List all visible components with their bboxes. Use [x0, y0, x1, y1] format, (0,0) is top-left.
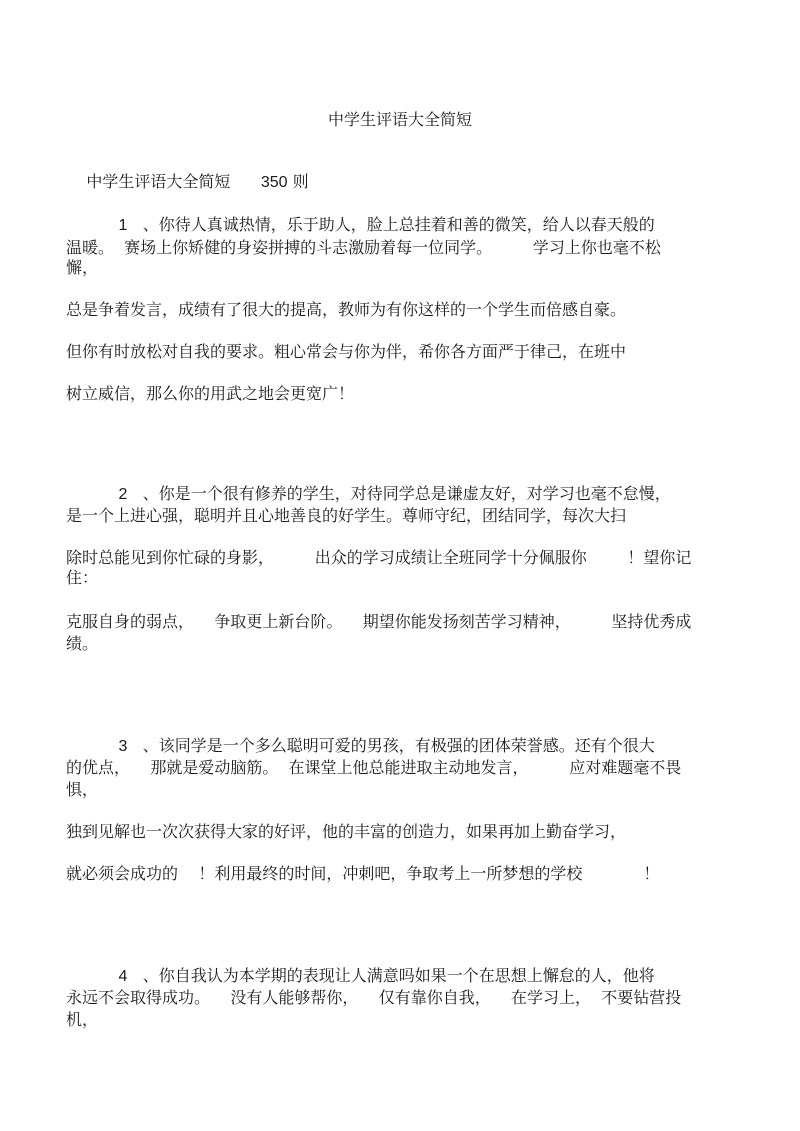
comment-line: 树立威信，那么你的用武之地会更宽广！: [66, 384, 355, 403]
line-text: 、该同学是一个多么聪明可爱的男孩，有极强的团体荣誉感。还有个很大: [142, 736, 655, 755]
comment-line: 绩。: [66, 634, 99, 653]
comment-line: 总是争着发言，成绩有了很大的提高，教师为有你这样的一个学生而倍感自豪。: [66, 300, 627, 319]
subtitle-count: 350: [260, 174, 288, 191]
comment-line: 独到见解也一次次获得大家的好评，他的丰富的创造力，如果再加上勤奋学习，: [66, 822, 627, 841]
comment-line: 就必须会成功的 ！利用最终的时间，冲刺吧，争取考上一所梦想的学校 ！: [66, 864, 660, 883]
item-number: 4: [118, 968, 128, 985]
comment-line: 住：: [66, 568, 99, 587]
line-text: 、你自我认为本学期的表现让人满意吗如果一个在思想上懈怠的人，他将: [142, 966, 655, 985]
comment-line: 惧，: [66, 780, 99, 799]
line-text: 、你是一个很有修养的学生，对待同学总是谦虚友好，对学习也毫不怠慢，: [142, 484, 671, 503]
comment-line: 机，: [66, 1010, 99, 1029]
item-number: 1: [118, 217, 128, 234]
comment-line: 但你有时放松对自我的要求。粗心常会与你为伴，希你各方面严于律己，在班中: [66, 342, 627, 361]
comment-line: 温暖。 赛场上你矫健的身姿拼搏的斗志激励着每一位同学。 学习上你也毫不松: [66, 238, 661, 257]
comment-line: 的优点， 那就是爱动脑筋。 在课堂上他总能进取主动地发言， 应对难题毫不畏: [66, 758, 682, 777]
document-title: 中学生评语大全简短: [327, 110, 472, 129]
comment-line: 除时总能见到你忙碌的身影， 出众的学习成绩让全班同学十分佩服你 ！望你记: [66, 548, 692, 567]
comment-line: 懈，: [66, 258, 99, 277]
subtitle-text: 中学生评语大全简短: [86, 172, 231, 191]
comment-line: 是一个上进心强，聪明并且心地善良的好学生。尊师守纪，团结同学，每次大扫: [66, 506, 627, 525]
comment-line: 永远不会取得成功。 没有人能够帮你， 仅有靠你自我， 在学习上， 不要钻营投: [66, 988, 682, 1007]
line-text: 、你待人真诚热情，乐于助人，脸上总挂着和善的微笑，给人以春天般的: [142, 215, 655, 234]
subtitle-unit: 则: [292, 172, 309, 191]
item-number: 2: [118, 486, 128, 503]
item-number: 3: [118, 738, 128, 755]
comment-line: 克服自身的弱点， 争取更上新台阶。 期望你能发扬刻苦学习精神， 坚持优秀成: [66, 612, 692, 631]
